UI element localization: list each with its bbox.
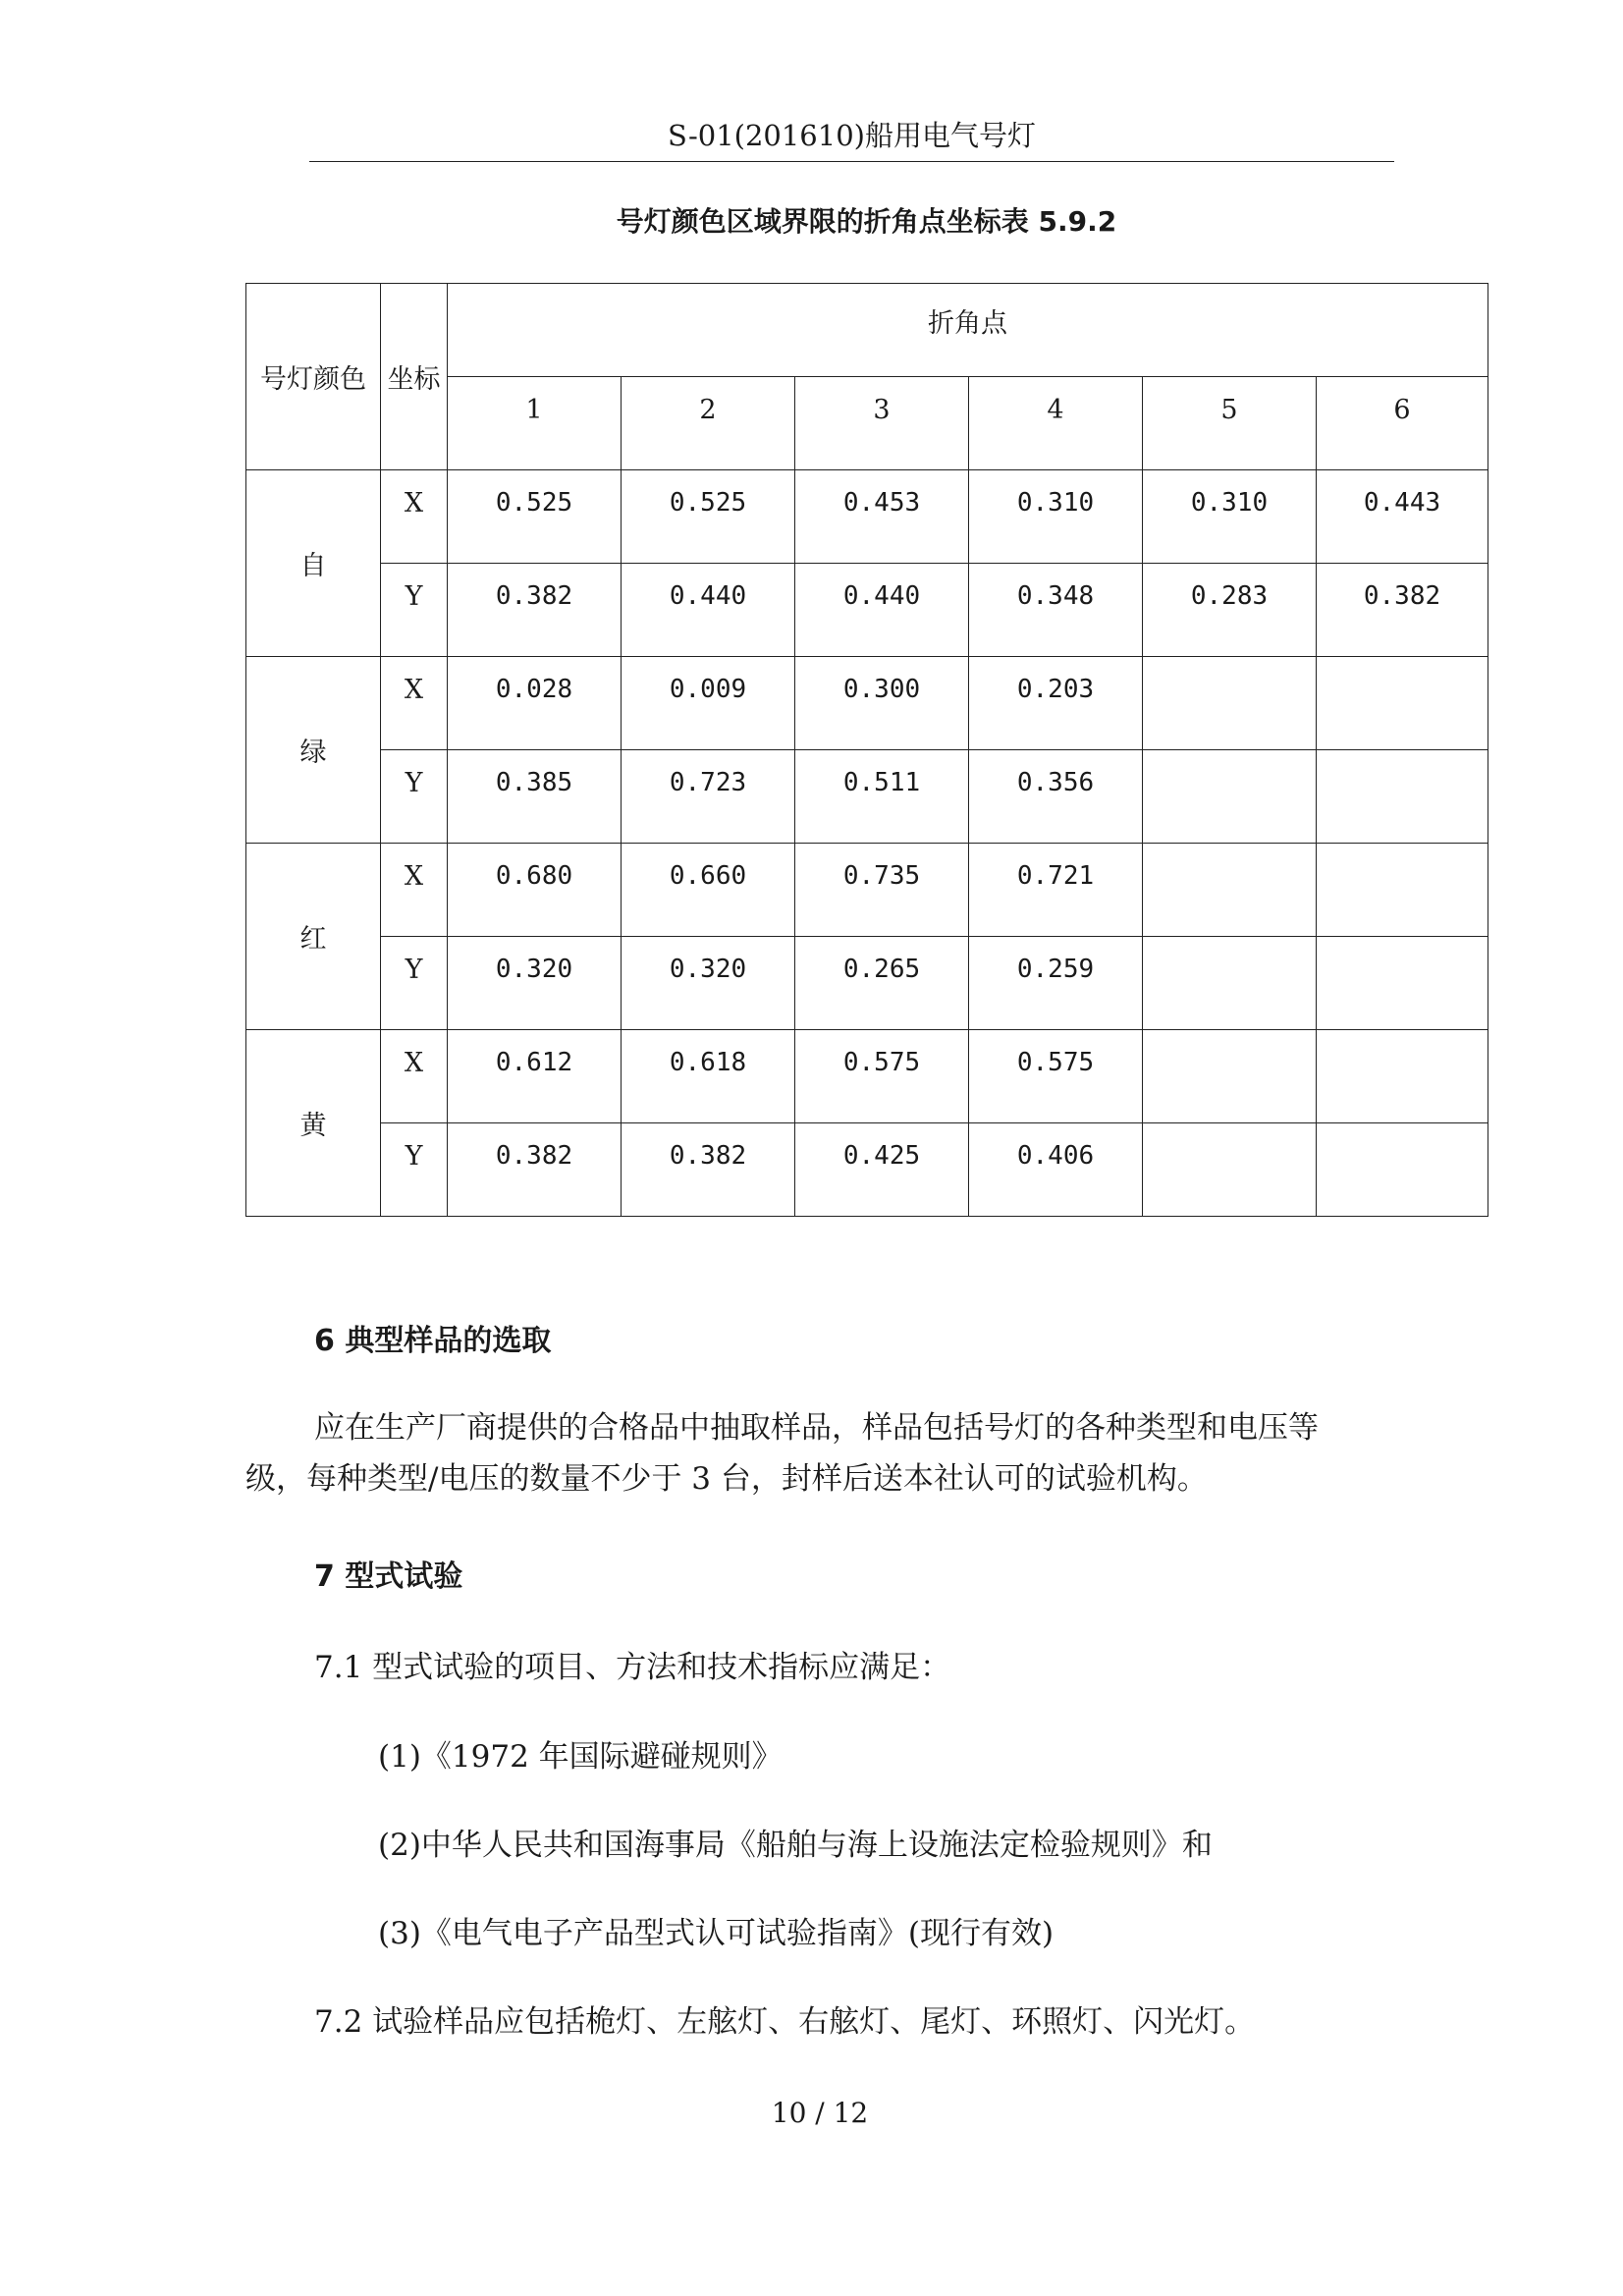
value-cell: 0.009 bbox=[622, 657, 795, 750]
value-cell: 0.382 bbox=[448, 564, 622, 657]
header-color: 号灯颜色 bbox=[246, 284, 381, 470]
value-cell: 0.382 bbox=[1317, 564, 1488, 657]
light-color-cell: 自 bbox=[246, 470, 381, 657]
value-cell: 0.356 bbox=[969, 750, 1143, 844]
value-cell: 0.618 bbox=[622, 1030, 795, 1123]
coord-label-cell: Y bbox=[381, 937, 448, 1030]
section-6-line-2: 级，每种类型/电压的数量不少于 3 台，封样后送本社认可的试验机构。 bbox=[245, 1461, 1208, 1497]
value-cell bbox=[1317, 937, 1488, 1030]
value-cell: 0.310 bbox=[1143, 470, 1317, 564]
value-cell: 0.440 bbox=[622, 564, 795, 657]
value-cell: 0.525 bbox=[448, 470, 622, 564]
page-header: S-01(201610)船用电气号灯 bbox=[309, 116, 1394, 162]
item-7-1: 7.1 型式试验的项目、方法和技术指标应满足： bbox=[314, 1650, 951, 1685]
value-cell: 0.300 bbox=[795, 657, 969, 750]
table-row bbox=[246, 470, 1488, 564]
value-cell bbox=[1317, 657, 1488, 750]
light-color-cell: 绿 bbox=[246, 657, 381, 844]
coord-label-cell: Y bbox=[381, 564, 448, 657]
point-header: 2 bbox=[622, 377, 795, 470]
coord-label-cell: X bbox=[381, 657, 448, 750]
value-cell bbox=[1143, 750, 1317, 844]
value-cell: 0.265 bbox=[795, 937, 969, 1030]
value-cell bbox=[1317, 844, 1488, 937]
value-cell bbox=[1317, 1123, 1488, 1217]
value-cell: 0.028 bbox=[448, 657, 622, 750]
value-cell: 0.203 bbox=[969, 657, 1143, 750]
value-cell bbox=[1143, 657, 1317, 750]
value-cell: 0.723 bbox=[622, 750, 795, 844]
value-cell: 0.575 bbox=[795, 1030, 969, 1123]
value-cell bbox=[1143, 1030, 1317, 1123]
section-6-line-1: 应在生产厂商提供的合格品中抽取样品，样品包括号灯的各种类型和电压等 bbox=[314, 1410, 1319, 1446]
header-points-group: 折角点 bbox=[448, 284, 1488, 377]
section-6-heading-text: 6 典型样品的选取 bbox=[314, 1324, 552, 1358]
value-cell: 0.320 bbox=[622, 937, 795, 1030]
value-cell bbox=[1143, 937, 1317, 1030]
value-cell: 0.443 bbox=[1317, 470, 1488, 564]
coord-label-cell: X bbox=[381, 844, 448, 937]
section-7-heading-text: 7 型式试验 bbox=[314, 1559, 463, 1594]
item-7-1-sub-3: (3)《电气电子产品型式认可试验指南》(现行有效) bbox=[378, 1916, 1055, 1951]
coordinate-table bbox=[245, 283, 1488, 1217]
section-7-heading bbox=[245, 1552, 1394, 1603]
value-cell: 0.612 bbox=[448, 1030, 622, 1123]
table-row bbox=[246, 844, 1488, 937]
table-row bbox=[246, 657, 1488, 750]
coord-label-cell: X bbox=[381, 470, 448, 564]
value-cell: 0.310 bbox=[969, 470, 1143, 564]
value-cell: 0.680 bbox=[448, 844, 622, 937]
point-header: 1 bbox=[448, 377, 622, 470]
value-cell: 0.259 bbox=[969, 937, 1143, 1030]
coord-label-cell: X bbox=[381, 1030, 448, 1123]
point-header: 4 bbox=[969, 377, 1143, 470]
value-cell: 0.440 bbox=[795, 564, 969, 657]
value-cell: 0.348 bbox=[969, 564, 1143, 657]
value-cell bbox=[1143, 844, 1317, 937]
coord-label-cell: Y bbox=[381, 1123, 448, 1217]
value-cell: 0.660 bbox=[622, 844, 795, 937]
value-cell: 0.382 bbox=[448, 1123, 622, 1217]
value-cell: 0.320 bbox=[448, 937, 622, 1030]
value-cell: 0.575 bbox=[969, 1030, 1143, 1123]
value-cell: 0.735 bbox=[795, 844, 969, 937]
value-cell bbox=[1317, 1030, 1488, 1123]
value-cell bbox=[1143, 1123, 1317, 1217]
item-7-2: 7.2 试验样品应包括桅灯、左舷灯、右舷灯、尾灯、环照灯、闪光灯。 bbox=[314, 2004, 1256, 2040]
point-header: 3 bbox=[795, 377, 969, 470]
page-number: 10 / 12 bbox=[771, 2097, 869, 2129]
item-7-1-sub-1: (1)《1972 年国际避碰规则》 bbox=[378, 1739, 783, 1775]
value-cell: 0.283 bbox=[1143, 564, 1317, 657]
value-cell: 0.721 bbox=[969, 844, 1143, 937]
item-7-1-sub-2: (2)中华人民共和国海事局《船舶与海上设施法定检验规则》和 bbox=[378, 1828, 1213, 1863]
point-header: 5 bbox=[1143, 377, 1317, 470]
value-cell: 0.525 bbox=[622, 470, 795, 564]
value-cell bbox=[1317, 750, 1488, 844]
light-color-cell: 红 bbox=[246, 844, 381, 1030]
value-cell: 0.453 bbox=[795, 470, 969, 564]
value-cell: 0.382 bbox=[622, 1123, 795, 1217]
light-color-cell: 黄 bbox=[246, 1030, 381, 1217]
value-cell: 0.511 bbox=[795, 750, 969, 844]
table-row bbox=[246, 937, 1488, 1030]
header-coord: 坐标 bbox=[381, 284, 448, 470]
table-row bbox=[246, 564, 1488, 657]
section-6-heading bbox=[245, 1316, 1394, 1367]
point-header: 6 bbox=[1317, 377, 1488, 470]
table-row bbox=[246, 1123, 1488, 1217]
value-cell: 0.425 bbox=[795, 1123, 969, 1217]
value-cell: 0.406 bbox=[969, 1123, 1143, 1217]
table-row bbox=[246, 1030, 1488, 1123]
coord-label-cell: Y bbox=[381, 750, 448, 844]
section-6-paragraph bbox=[245, 1402, 1394, 1504]
value-cell: 0.385 bbox=[448, 750, 622, 844]
table-row bbox=[246, 750, 1488, 844]
table-title: 号灯颜色区域界限的折角点坐标表 5.9.2 bbox=[616, 205, 1117, 238]
